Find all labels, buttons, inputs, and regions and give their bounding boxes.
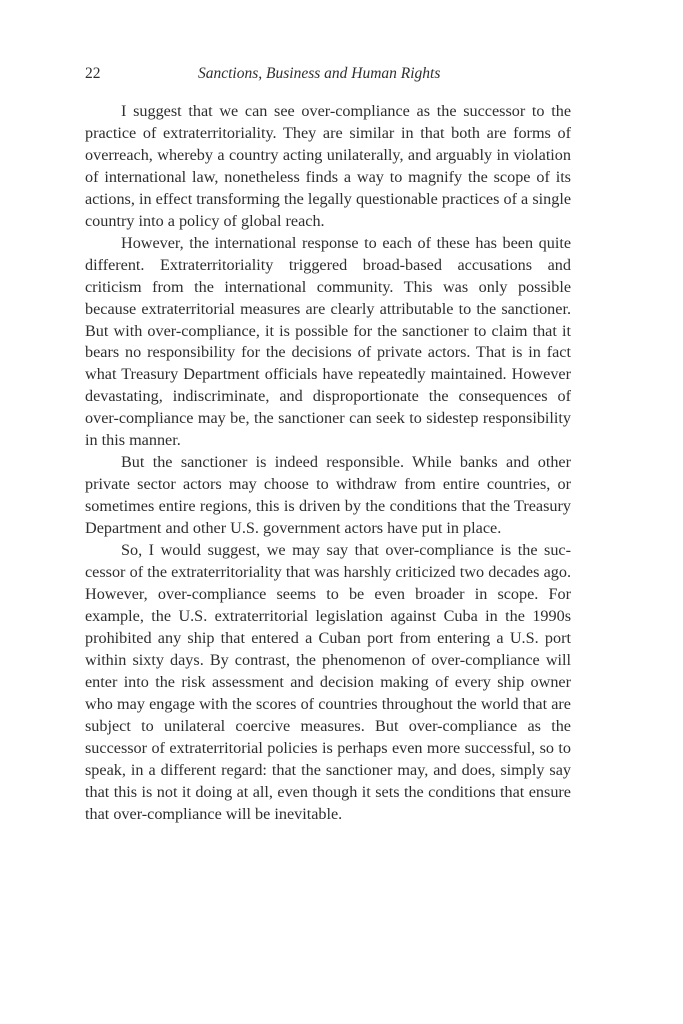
paragraph: However, the international response to each of these has been quite different. Extraterritoriality triggered broad-based accusations and criticism from the international community. This was only possible because extraterritorial measures are clearly attributable to the sanctioner. But with over-compliance, it is possible for the sanctioner to claim that it bears no responsibility for the decisions of private actors. That is in fact what Treasury Department officials have repeatedly maintained. However devastating, indiscriminate, and disproportionate the consequences of over-compliance may be, the sanctioner can seek to sidestep responsibility in this manner.: [85, 233, 571, 450]
running-title: Sanctions, Business and Human Rights: [198, 65, 441, 82]
paragraph: So, I would suggest, we may say that over-compliance is the successor of the extraterritoriality that was harshly criticized two decades ago. However, over-compliance seems to be even broader in scope. For example, the U.S. extraterritorial legislation against Cuba in the 1990s prohibited any ship that entered a Cuban port from entering a U.S. port within sixty days. By contrast, the phenomenon of over-compliance will enter into the risk assessment and decision making of every ship owner who may engage with the scores of countries throughout the world that are subject to unilateral coercive measures. But over-compliance as the successor of extraterritorial policies is perhaps even more successful, so to speak, in a different regard: that the sanctioner may, and does, simply say that this is not it doing at all, even though it sets the conditions that ensure that over-compliance will be inevitable.: [85, 541, 571, 823]
paragraph: I suggest that we can see over-compliance as the successor to the practice of extraterritoriality. They are similar in that both are forms of overreach, whereby a country acting unilaterally, and arguably in violation of international law, nonetheless finds a way to magnify the scope of its actions, in effect transforming the legally questionable practices of a single country into a policy of global reach.: [85, 102, 571, 230]
page-number: 22: [85, 65, 101, 82]
body-text: [85, 101, 571, 825]
paragraph: But the sanctioner is indeed responsible. While banks and other private sector actors may choose to withdraw from entire countries, or sometimes entire regions, this is driven by the conditions that the Treasury Department and other U.S. government actors have put in place.: [85, 453, 571, 538]
running-head: [85, 63, 571, 85]
